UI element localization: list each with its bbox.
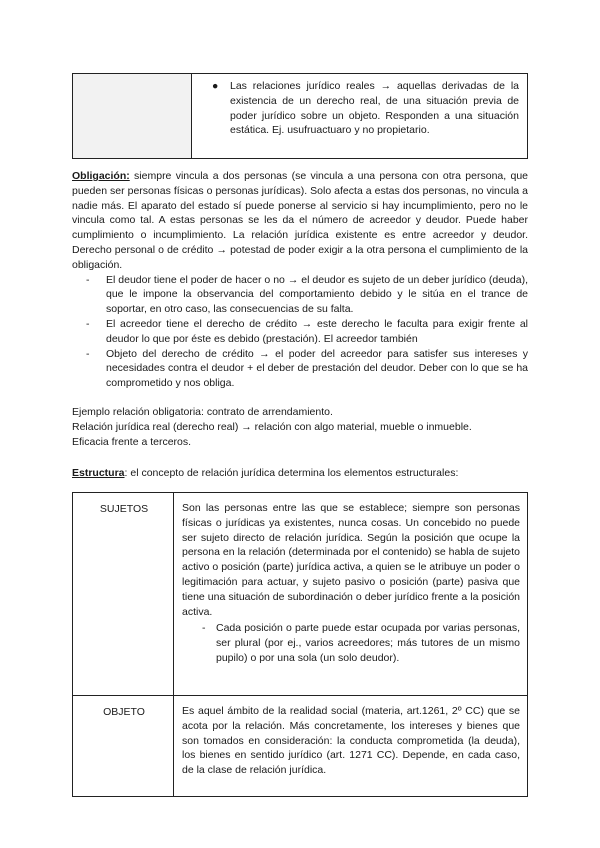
bullet-item xyxy=(208,79,519,138)
estructura-text: : el concepto de relación jurídica determina los elementos estructurales: xyxy=(124,467,459,479)
plain-line: Relación jurídica real (derecho real) → relación con algo material, mueble o inmueble. xyxy=(72,420,472,433)
obligacion-text: siempre vincula a dos personas (se vincula a una persona con otra persona, que pueden ser personas físicas o personas jurídicas). Solo afecta a estas dos personas, no vincula a nadie más. El aparato del estado sí puede ponerse al servicio si hay incumplimiento, pero no le vincula como tal. A estas personas se les da el número de acreedor y deudor. Puede haber cumplimiento o incumplimiento. La relación jurídica existente es entre acreedor y deudor. Derecho personal o de crédito → potestad de poder exigir a la otra persona el cumplimiento de la obligación. xyxy=(72,170,528,271)
bullet-text: Las relaciones jurídico reales → aquellas derivadas de la existencia de un derecho real, de una situación previa de poder jurídico sobre un objeto. Responden a una situación estática. Ej. usufruactuaro y no propietario. xyxy=(230,80,519,137)
dash-icon: - xyxy=(86,273,90,286)
dash-icon: - xyxy=(202,622,206,635)
dash-icon: - xyxy=(86,317,90,330)
objeto-text: Es aquel ámbito de la realidad social (materia, art.1261, 2º CC) que se acota por la relación. Más concretamente, los intereses y bienes que son tomados en consideración: la conducta comprometida (la deuda), los bienes en sentido jurídico (art. 1271 CC). Depende, en cada caso, de la clase de relación jurídica. xyxy=(182,705,520,777)
obligacion-section xyxy=(72,169,528,391)
list-item xyxy=(86,273,528,317)
row-label-sujetos: SUJETOS xyxy=(73,493,174,696)
table-row xyxy=(73,696,528,797)
estructura-term: Estructura xyxy=(72,467,125,479)
obligacion-paragraph xyxy=(72,169,528,273)
sujetos-text: Son las personas entre las que se establece; siempre son personas físicas o jurídicas ya existentes, nunca cosas. Un concebido no puede ser sujeto directo de relación jurídica. Según la posición que ocupe la persona en la relación (determinada por el contenido) se habla de sujeto activo o posición (parte) jurídica activa, a quien se le atribuye un poder o legitimación para actuar, y sujeto pasivo o posición (parte) pasiva que tiene una situación de subordinación o deber jurídico frente a la posición activa. xyxy=(182,502,520,618)
obligacion-term: Obligación: xyxy=(72,170,130,182)
sujetos-sublist xyxy=(182,621,520,665)
structure-table xyxy=(72,492,528,797)
plain-line: Ejemplo relación obligatoria: contrato de arrendamiento. xyxy=(72,406,333,418)
list-item-text: Cada posición o parte puede estar ocupada por varias personas, ser plural (por ej., varios acreedores; más tutores de un mismo pupilo) o por una sola (un solo deudor). xyxy=(216,622,520,664)
row-content-objeto xyxy=(174,696,528,797)
row-label-objeto: OBJETO xyxy=(73,696,174,797)
estructura-heading xyxy=(72,466,532,481)
list-item-text: El acreedor tiene el derecho de crédito → este derecho le faculta para exigir frente al deudor lo que por éste es debido (prestación). El acreedor también xyxy=(106,317,528,345)
bullet-icon: ● xyxy=(212,80,219,92)
list-item-text: El deudor tiene el poder de hacer o no → el deudor es sujeto de un deber jurídico (deuda), que le impone la observancia del comportamiento debido y le sitúa en el trance de soportar, en otro caso, las consecuencias de su falta. xyxy=(106,273,528,316)
list-item xyxy=(86,317,528,347)
top-table xyxy=(72,73,528,159)
dash-icon: - xyxy=(86,347,90,360)
list-item-text: Objeto del derecho de crédito → el poder del acreedor para satisfer sus intereses y necesidades contra el deudor + el deber de prestación del deudor. Deber con lo que se ha comprometido y nos obliga. xyxy=(106,347,528,390)
plain-text-block xyxy=(72,405,532,449)
plain-line: Eficacia frente a terceros. xyxy=(72,435,192,448)
list-item xyxy=(86,347,528,391)
obligacion-list xyxy=(72,273,528,391)
row-content-sujetos xyxy=(174,493,528,696)
top-table-text-cell xyxy=(192,74,528,159)
top-table-empty-cell xyxy=(73,74,192,159)
table-row xyxy=(73,493,528,696)
list-item xyxy=(202,621,520,665)
